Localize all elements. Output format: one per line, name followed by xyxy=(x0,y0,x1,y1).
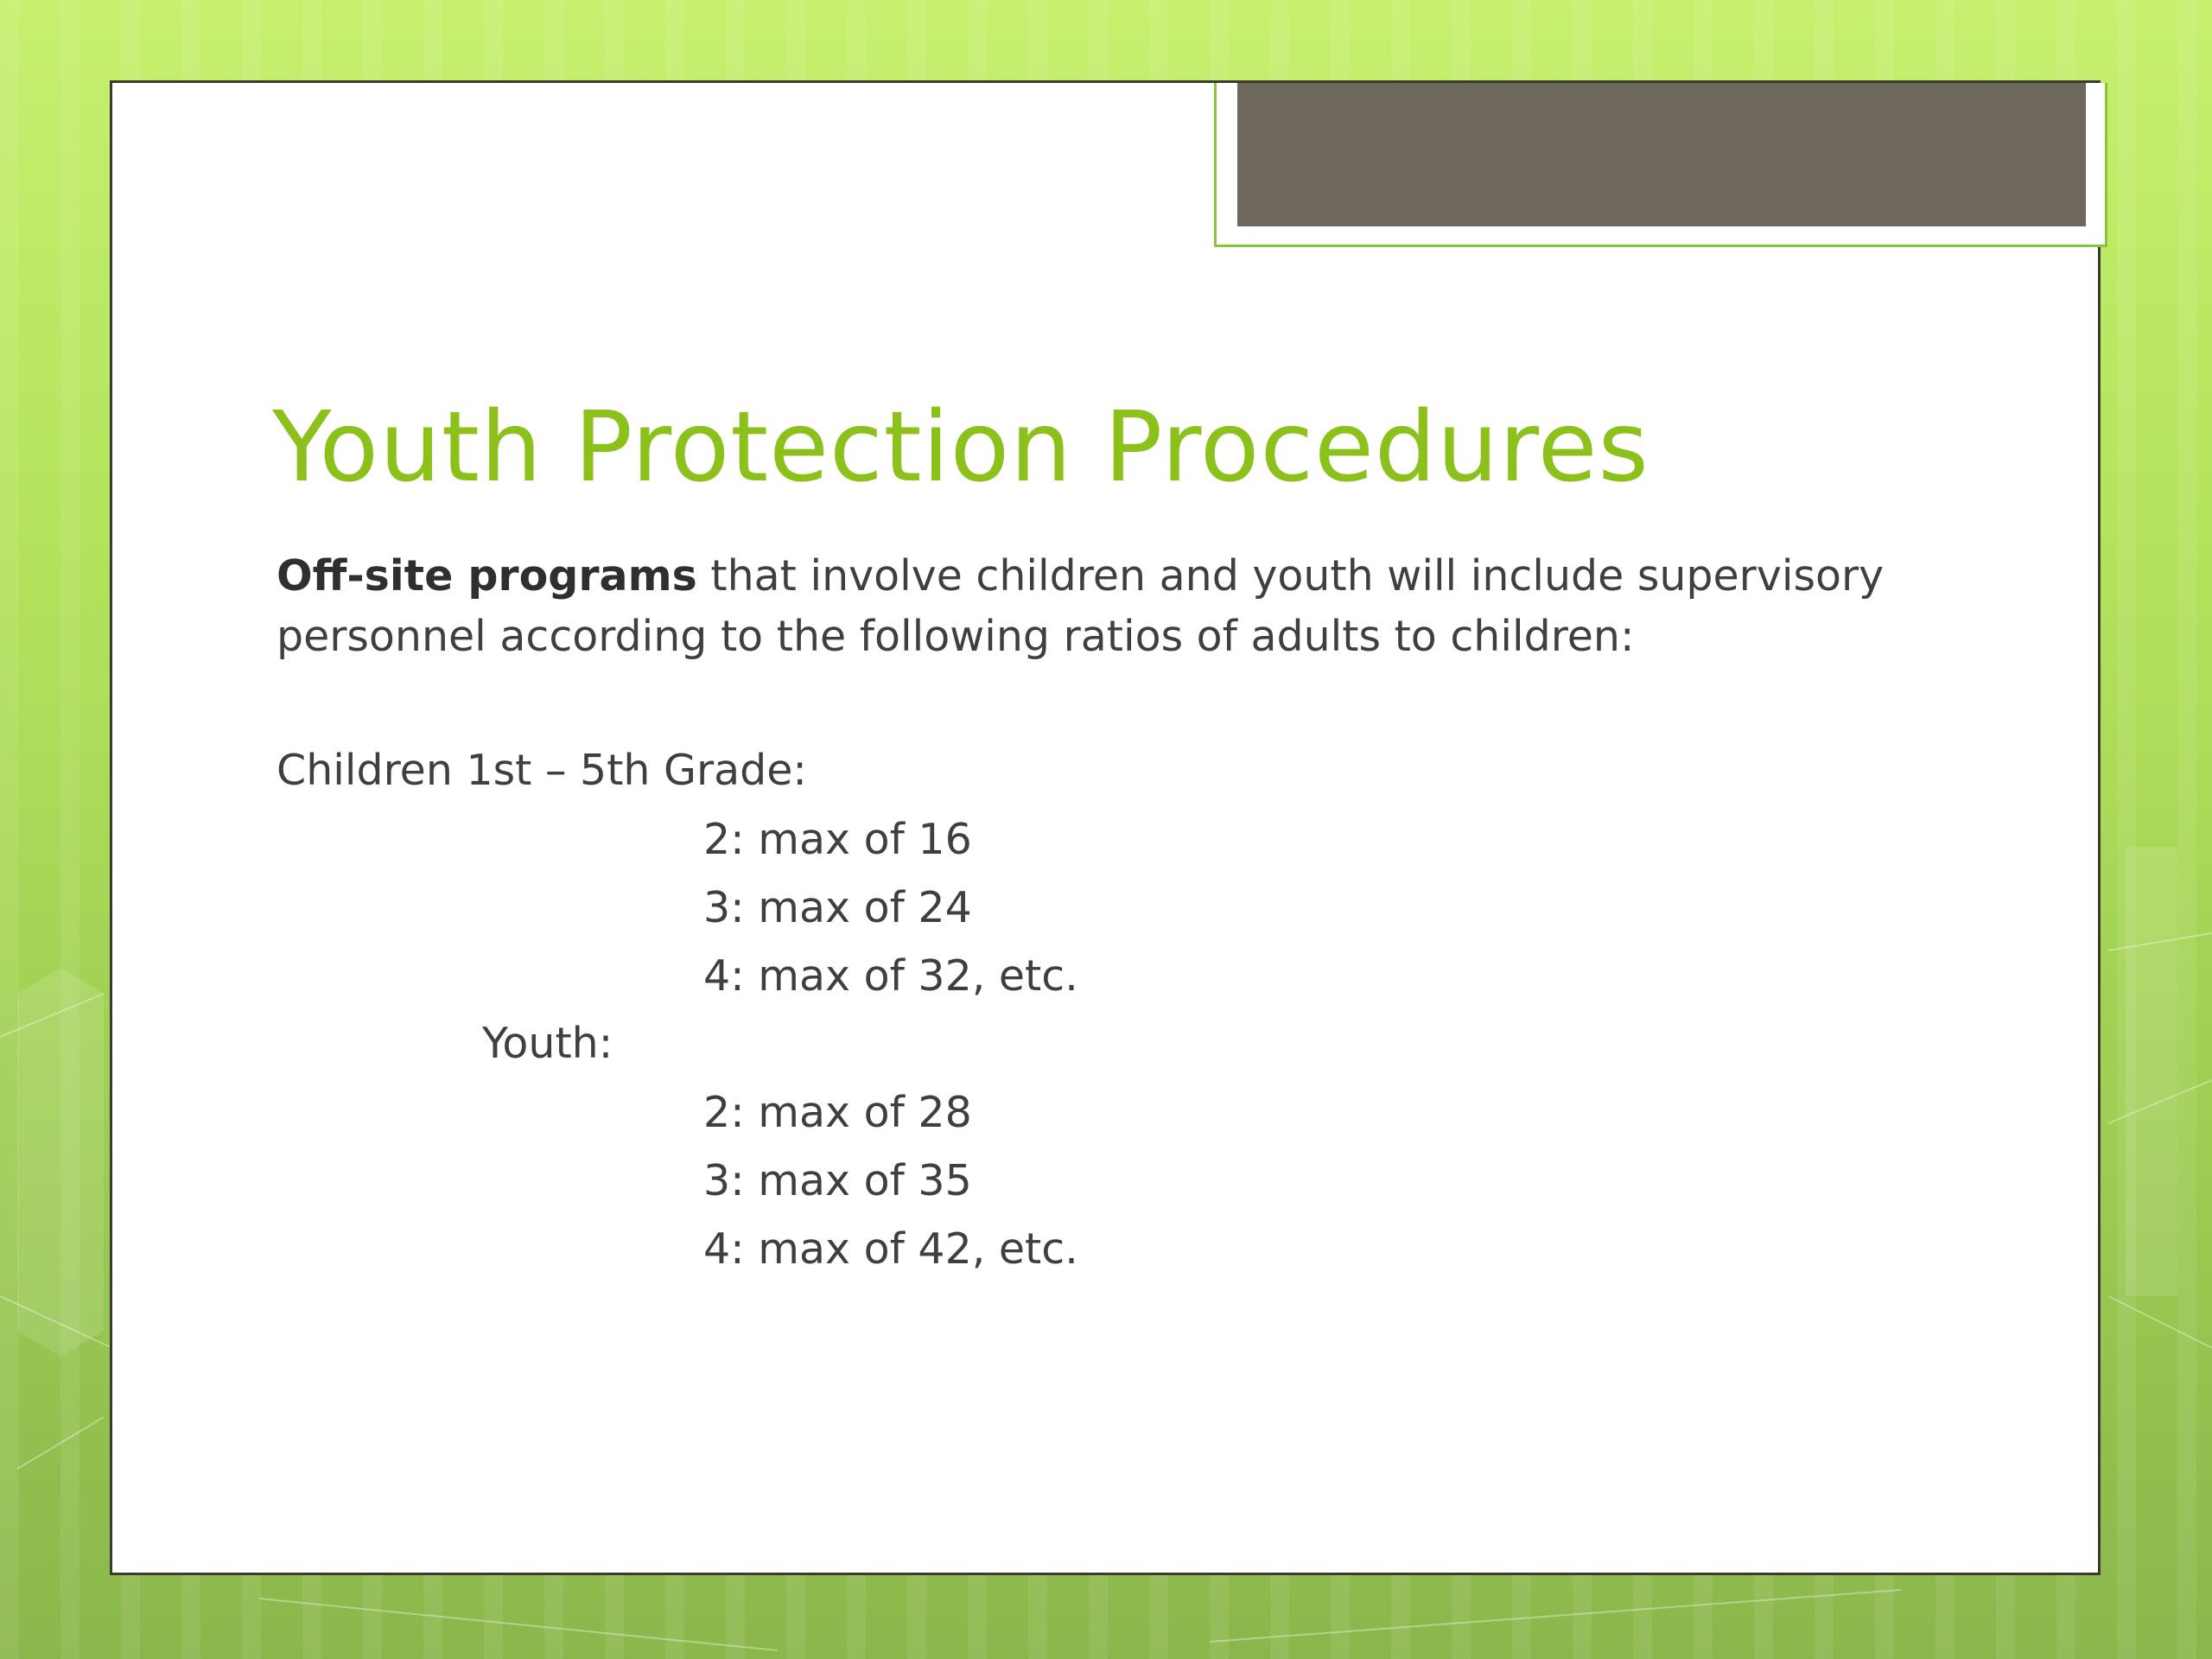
children-ratio-item: 4: max of 32, etc. xyxy=(703,951,1078,1001)
youth-ratio-item: 4: max of 42, etc. xyxy=(703,1224,1078,1274)
intro-line-1-rest: that involve children and youth will include supervisory xyxy=(696,551,1885,601)
intro-paragraph xyxy=(276,546,1884,667)
slide xyxy=(110,80,2101,1575)
intro-bold-term: Off-site programs xyxy=(276,551,697,601)
children-ratio-item: 3: max of 24 xyxy=(703,883,972,932)
children-ratio-item: 2: max of 16 xyxy=(703,815,972,864)
intro-line-2: personnel according to the following ratios of adults to children: xyxy=(276,612,1635,661)
photo-frame xyxy=(1214,83,2107,247)
slide-title: Youth Protection Procedures xyxy=(272,391,1649,504)
children-heading: Children 1st – 5th Grade: xyxy=(276,746,807,795)
youth-ratio-item: 3: max of 35 xyxy=(703,1156,972,1205)
youth-ratio-item: 2: max of 28 xyxy=(703,1088,972,1137)
intro-line-1 xyxy=(276,546,1884,607)
photo-placeholder xyxy=(1237,83,2086,226)
youth-heading: Youth: xyxy=(482,1019,613,1068)
